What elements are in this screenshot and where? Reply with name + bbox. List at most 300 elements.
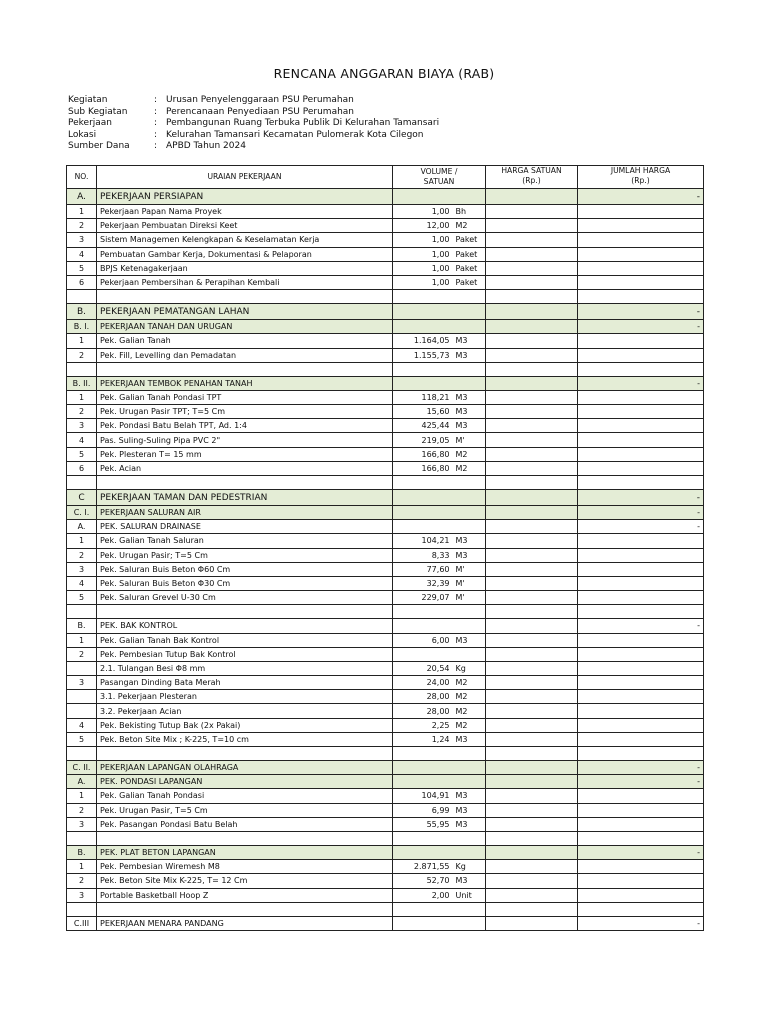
cell-no: 2 bbox=[67, 803, 97, 817]
cell-harga-satuan bbox=[486, 576, 578, 590]
cell-satuan: M3 bbox=[453, 874, 486, 888]
cell-jumlah-harga: - bbox=[578, 775, 704, 789]
cell-harga-satuan bbox=[486, 233, 578, 247]
item-row bbox=[67, 219, 704, 233]
cell-satuan: M2 bbox=[453, 461, 486, 475]
cell-satuan: M2 bbox=[453, 718, 486, 732]
cell-no: A. bbox=[67, 775, 97, 789]
cell-harga-satuan bbox=[486, 831, 578, 845]
subsection-row bbox=[67, 376, 704, 390]
cell-harga-satuan bbox=[486, 405, 578, 419]
cell-no: 2 bbox=[67, 219, 97, 233]
cell-no: 3 bbox=[67, 888, 97, 902]
cell-volume bbox=[393, 747, 453, 761]
header-volume-line1: VOLUME / bbox=[420, 167, 458, 176]
cell-harga-satuan bbox=[486, 789, 578, 803]
cell-satuan: M2 bbox=[453, 704, 486, 718]
item-row bbox=[67, 390, 704, 404]
cell-harga-satuan bbox=[486, 189, 578, 205]
project-info bbox=[68, 95, 439, 153]
cell-no: 1 bbox=[67, 205, 97, 219]
cell-harga-satuan bbox=[486, 690, 578, 704]
cell-volume bbox=[393, 619, 486, 633]
cell-harga-satuan bbox=[486, 916, 578, 930]
cell-uraian: Pasangan Dinding Bata Merah bbox=[97, 676, 393, 690]
cell-no bbox=[67, 290, 97, 304]
cell-harga-satuan bbox=[486, 591, 578, 605]
cell-uraian bbox=[97, 747, 393, 761]
cell-satuan: M3 bbox=[453, 817, 486, 831]
info-sep: : bbox=[154, 95, 158, 105]
info-row-lokasi bbox=[68, 130, 439, 142]
cell-uraian: Pek. Beton Site Mix ; K-225, T=10 cm bbox=[97, 732, 393, 746]
cell-volume: 12,00 bbox=[393, 219, 453, 233]
cell-volume: 1.164,05 bbox=[393, 334, 453, 348]
cell-harga-satuan bbox=[486, 732, 578, 746]
cell-harga-satuan bbox=[486, 247, 578, 261]
cell-jumlah-harga bbox=[578, 433, 704, 447]
cell-jumlah-harga bbox=[578, 219, 704, 233]
cell-no bbox=[67, 747, 97, 761]
header-jumlah-harga bbox=[578, 166, 704, 189]
blank-row bbox=[67, 290, 704, 304]
cell-harga-satuan bbox=[486, 490, 578, 506]
cell-harga-satuan bbox=[486, 534, 578, 548]
info-value: Kelurahan Tamansari Kecamatan Pulomerak Kota Cilegon bbox=[166, 129, 424, 140]
cell-uraian: Pek. Bekisting Tutup Bak (2x Pakai) bbox=[97, 718, 393, 732]
cell-no: 3 bbox=[67, 233, 97, 247]
item-row bbox=[67, 433, 704, 447]
cell-harga-satuan bbox=[486, 860, 578, 874]
cell-satuan: M3 bbox=[453, 548, 486, 562]
cell-no: 1 bbox=[67, 789, 97, 803]
item-row bbox=[67, 676, 704, 690]
cell-uraian: PEK. BAK KONTROL bbox=[97, 619, 393, 633]
cell-volume bbox=[393, 476, 453, 490]
cell-jumlah-harga bbox=[578, 275, 704, 289]
item-row bbox=[67, 447, 704, 461]
item-row bbox=[67, 275, 704, 289]
cell-satuan: M' bbox=[453, 433, 486, 447]
cell-no: 6 bbox=[67, 461, 97, 475]
cell-uraian: Pek. Galian Tanah bbox=[97, 334, 393, 348]
cell-jumlah-harga bbox=[578, 261, 704, 275]
item-row bbox=[67, 576, 704, 590]
cell-jumlah-harga bbox=[578, 633, 704, 647]
cell-no: 4 bbox=[67, 718, 97, 732]
info-sep: : bbox=[154, 118, 158, 129]
cell-jumlah-harga: - bbox=[578, 189, 704, 205]
cell-no: B. I. bbox=[67, 320, 97, 334]
item-row bbox=[67, 732, 704, 746]
info-value: Urusan Penyelenggaraan PSU Perumahan bbox=[166, 95, 354, 105]
cell-satuan: M' bbox=[453, 562, 486, 576]
item-row bbox=[67, 817, 704, 831]
subsection-row bbox=[67, 320, 704, 334]
cell-uraian: Pek. Acian bbox=[97, 461, 393, 475]
cell-harga-satuan bbox=[486, 334, 578, 348]
cell-satuan: M3 bbox=[453, 419, 486, 433]
header-harga-satuan bbox=[486, 166, 578, 189]
cell-volume: 2,00 bbox=[393, 888, 453, 902]
item-row bbox=[67, 247, 704, 261]
cell-uraian: PEKERJAAN MENARA PANDANG bbox=[97, 916, 393, 930]
cell-uraian: PEK. PONDASI LAPANGAN bbox=[97, 775, 393, 789]
cell-harga-satuan bbox=[486, 376, 578, 390]
header-harga-line1: HARGA SATUAN bbox=[501, 166, 562, 175]
subsection-row bbox=[67, 845, 704, 859]
cell-no: B. bbox=[67, 619, 97, 633]
cell-no bbox=[67, 831, 97, 845]
cell-jumlah-harga bbox=[578, 591, 704, 605]
cell-uraian: PEKERJAAN PERSIAPAN bbox=[97, 189, 393, 205]
cell-jumlah-harga: - bbox=[578, 506, 704, 520]
cell-volume: 55,95 bbox=[393, 817, 453, 831]
cell-harga-satuan bbox=[486, 362, 578, 376]
cell-jumlah-harga bbox=[578, 690, 704, 704]
header-volume-line2: SATUAN bbox=[423, 177, 455, 186]
cell-harga-satuan bbox=[486, 888, 578, 902]
cell-uraian: Pek. Pembesian Wiremesh M8 bbox=[97, 860, 393, 874]
item-row bbox=[67, 860, 704, 874]
blank-row bbox=[67, 902, 704, 916]
cell-jumlah-harga bbox=[578, 348, 704, 362]
cell-no bbox=[67, 704, 97, 718]
cell-harga-satuan bbox=[486, 390, 578, 404]
cell-no: A. bbox=[67, 189, 97, 205]
subsection-row bbox=[67, 619, 704, 633]
cell-jumlah-harga: - bbox=[578, 490, 704, 506]
item-row bbox=[67, 704, 704, 718]
cell-no: C. I. bbox=[67, 506, 97, 520]
cell-uraian: Pek. Galian Tanah Saluran bbox=[97, 534, 393, 548]
cell-uraian: PEKERJAAN TAMAN DAN PEDESTRIAN bbox=[97, 490, 393, 506]
cell-no bbox=[67, 902, 97, 916]
cell-jumlah-harga bbox=[578, 247, 704, 261]
cell-jumlah-harga bbox=[578, 789, 704, 803]
cell-jumlah-harga bbox=[578, 747, 704, 761]
cell-satuan: M3 bbox=[453, 803, 486, 817]
header-volume bbox=[393, 166, 486, 189]
cell-jumlah-harga bbox=[578, 233, 704, 247]
cell-uraian: PEKERJAAN PEMATANGAN LAHAN bbox=[97, 304, 393, 320]
cell-uraian bbox=[97, 831, 393, 845]
cell-uraian: Pek. Galian Tanah Pondasi TPT bbox=[97, 390, 393, 404]
cell-harga-satuan bbox=[486, 304, 578, 320]
subsection-row bbox=[67, 916, 704, 930]
cell-uraian: PEKERJAAN LAPANGAN OLAHRAGA bbox=[97, 761, 393, 775]
info-row-sumber-dana bbox=[68, 141, 439, 153]
cell-volume: 425,44 bbox=[393, 419, 453, 433]
cell-volume: 8,33 bbox=[393, 548, 453, 562]
item-row bbox=[67, 334, 704, 348]
cell-satuan: Unit bbox=[453, 888, 486, 902]
cell-satuan: M2 bbox=[453, 676, 486, 690]
cell-no bbox=[67, 476, 97, 490]
cell-no bbox=[67, 661, 97, 675]
cell-satuan: M' bbox=[453, 591, 486, 605]
table-header bbox=[67, 166, 704, 189]
info-key: Sub Kegiatan bbox=[68, 106, 128, 117]
cell-jumlah-harga bbox=[578, 817, 704, 831]
cell-harga-satuan bbox=[486, 761, 578, 775]
item-row bbox=[67, 591, 704, 605]
cell-uraian bbox=[97, 362, 393, 376]
cell-harga-satuan bbox=[486, 845, 578, 859]
cell-jumlah-harga: - bbox=[578, 761, 704, 775]
cell-no: 2 bbox=[67, 874, 97, 888]
cell-no bbox=[67, 690, 97, 704]
item-row bbox=[67, 789, 704, 803]
cell-volume bbox=[393, 189, 486, 205]
section-row bbox=[67, 189, 704, 205]
cell-no: 1 bbox=[67, 334, 97, 348]
item-row bbox=[67, 205, 704, 219]
cell-volume: 1,00 bbox=[393, 247, 453, 261]
cell-jumlah-harga bbox=[578, 534, 704, 548]
subsection-row bbox=[67, 520, 704, 534]
cell-harga-satuan bbox=[486, 902, 578, 916]
cell-volume bbox=[393, 304, 486, 320]
cell-jumlah-harga bbox=[578, 902, 704, 916]
header-jumlah-line1: JUMLAH HARGA bbox=[610, 166, 671, 175]
cell-satuan bbox=[453, 605, 486, 619]
header-uraian: URAIAN PEKERJAAN bbox=[97, 166, 393, 189]
cell-no: 2 bbox=[67, 348, 97, 362]
cell-volume: 28,00 bbox=[393, 704, 453, 718]
cell-jumlah-harga bbox=[578, 447, 704, 461]
item-row bbox=[67, 548, 704, 562]
cell-uraian: Pek. Plesteran T= 15 mm bbox=[97, 447, 393, 461]
cell-no: C bbox=[67, 490, 97, 506]
cell-satuan: M2 bbox=[453, 690, 486, 704]
cell-no: 2 bbox=[67, 548, 97, 562]
cell-volume bbox=[393, 761, 486, 775]
rab-table bbox=[66, 165, 704, 931]
cell-jumlah-harga bbox=[578, 732, 704, 746]
blank-row bbox=[67, 831, 704, 845]
cell-volume: 15,60 bbox=[393, 405, 453, 419]
cell-volume bbox=[393, 831, 453, 845]
cell-no: 5 bbox=[67, 447, 97, 461]
cell-uraian: Pas. Suling-Suling Pipa PVC 2" bbox=[97, 433, 393, 447]
cell-volume: 219,05 bbox=[393, 433, 453, 447]
cell-harga-satuan bbox=[486, 704, 578, 718]
cell-no bbox=[67, 362, 97, 376]
document-title: RENCANA ANGGARAN BIAYA (RAB) bbox=[273, 66, 495, 81]
cell-uraian bbox=[97, 290, 393, 304]
cell-jumlah-harga bbox=[578, 676, 704, 690]
cell-jumlah-harga bbox=[578, 362, 704, 376]
cell-uraian: Pek. Saluran Buis Beton Φ60 Cm bbox=[97, 562, 393, 576]
cell-volume bbox=[393, 320, 486, 334]
cell-uraian: Pek. Saluran Grevel U-30 Cm bbox=[97, 591, 393, 605]
cell-volume: 2,25 bbox=[393, 718, 453, 732]
cell-uraian: Sistem Managemen Kelengkapan & Keselamatan Kerja bbox=[97, 233, 393, 247]
cell-volume bbox=[393, 902, 453, 916]
cell-satuan: M3 bbox=[453, 334, 486, 348]
cell-satuan: M3 bbox=[453, 789, 486, 803]
cell-satuan: M3 bbox=[453, 534, 486, 548]
cell-harga-satuan bbox=[486, 433, 578, 447]
cell-volume: 52,70 bbox=[393, 874, 453, 888]
cell-jumlah-harga bbox=[578, 661, 704, 675]
cell-harga-satuan bbox=[486, 661, 578, 675]
item-row bbox=[67, 718, 704, 732]
cell-jumlah-harga: - bbox=[578, 376, 704, 390]
cell-volume: 104,21 bbox=[393, 534, 453, 548]
cell-jumlah-harga bbox=[578, 718, 704, 732]
cell-harga-satuan bbox=[486, 261, 578, 275]
cell-volume: 6,00 bbox=[393, 633, 453, 647]
cell-harga-satuan bbox=[486, 817, 578, 831]
cell-harga-satuan bbox=[486, 874, 578, 888]
cell-jumlah-harga bbox=[578, 860, 704, 874]
cell-jumlah-harga bbox=[578, 831, 704, 845]
cell-jumlah-harga: - bbox=[578, 304, 704, 320]
item-row bbox=[67, 633, 704, 647]
info-row-pekerjaan bbox=[68, 118, 439, 130]
cell-uraian: Portable Basketball Hoop Z bbox=[97, 888, 393, 902]
cell-volume: 118,21 bbox=[393, 390, 453, 404]
cell-satuan: Kg bbox=[453, 661, 486, 675]
info-sep: : bbox=[154, 106, 158, 117]
cell-jumlah-harga: - bbox=[578, 619, 704, 633]
item-row bbox=[67, 233, 704, 247]
cell-uraian: Pek. Urugan Pasir; T=5 Cm bbox=[97, 548, 393, 562]
cell-harga-satuan bbox=[486, 419, 578, 433]
item-row bbox=[67, 874, 704, 888]
cell-harga-satuan bbox=[486, 676, 578, 690]
cell-jumlah-harga: - bbox=[578, 320, 704, 334]
cell-no: 3 bbox=[67, 419, 97, 433]
item-row bbox=[67, 261, 704, 275]
cell-uraian: Pek. Fill, Levelling dan Pemadatan bbox=[97, 348, 393, 362]
cell-jumlah-harga bbox=[578, 461, 704, 475]
cell-no: 1 bbox=[67, 390, 97, 404]
cell-uraian: Pek. Pembesian Tutup Bak Kontrol bbox=[97, 647, 393, 661]
cell-satuan: M3 bbox=[453, 405, 486, 419]
cell-jumlah-harga: - bbox=[578, 520, 704, 534]
cell-satuan: M3 bbox=[453, 348, 486, 362]
cell-jumlah-harga bbox=[578, 205, 704, 219]
cell-uraian: Pek. Galian Tanah Bak Kontrol bbox=[97, 633, 393, 647]
cell-no: 5 bbox=[67, 591, 97, 605]
info-value: APBD Tahun 2024 bbox=[166, 141, 246, 152]
header-harga-line2: (Rp.) bbox=[522, 176, 541, 185]
cell-volume: 2.871,55 bbox=[393, 860, 453, 874]
cell-jumlah-harga bbox=[578, 334, 704, 348]
info-sep: : bbox=[154, 129, 158, 140]
item-row bbox=[67, 562, 704, 576]
cell-jumlah-harga: - bbox=[578, 845, 704, 859]
cell-volume: 229,07 bbox=[393, 591, 453, 605]
cell-uraian: 2.1. Tulangan Besi Φ8 mm bbox=[97, 661, 393, 675]
cell-satuan bbox=[453, 747, 486, 761]
cell-uraian: PEK. PLAT BETON LAPANGAN bbox=[97, 845, 393, 859]
info-sep: : bbox=[154, 141, 158, 152]
cell-volume: 1,00 bbox=[393, 261, 453, 275]
cell-volume: 28,00 bbox=[393, 690, 453, 704]
cell-volume: 1,00 bbox=[393, 233, 453, 247]
cell-harga-satuan bbox=[486, 775, 578, 789]
cell-volume: 166,80 bbox=[393, 461, 453, 475]
item-row bbox=[67, 661, 704, 675]
cell-harga-satuan bbox=[486, 633, 578, 647]
cell-no: 3 bbox=[67, 562, 97, 576]
cell-jumlah-harga bbox=[578, 476, 704, 490]
item-row bbox=[67, 405, 704, 419]
cell-uraian: Pek. Galian Tanah Pondasi bbox=[97, 789, 393, 803]
cell-volume bbox=[393, 290, 453, 304]
cell-harga-satuan bbox=[486, 275, 578, 289]
cell-uraian: Pekerjaan Pembersihan & Perapihan Kembali bbox=[97, 275, 393, 289]
subsection-row bbox=[67, 761, 704, 775]
cell-no: 6 bbox=[67, 275, 97, 289]
cell-volume: 1,00 bbox=[393, 275, 453, 289]
item-row bbox=[67, 803, 704, 817]
cell-uraian: Pek. Urugan Pasir, T=5 Cm bbox=[97, 803, 393, 817]
cell-uraian: Pekerjaan Pembuatan Direksi Keet bbox=[97, 219, 393, 233]
section-row bbox=[67, 304, 704, 320]
cell-uraian bbox=[97, 902, 393, 916]
info-row-sub-kegiatan bbox=[68, 107, 439, 119]
cell-volume bbox=[393, 362, 453, 376]
cell-jumlah-harga bbox=[578, 704, 704, 718]
cell-uraian: 3.2. Pekerjaan Acian bbox=[97, 704, 393, 718]
info-key: Pekerjaan bbox=[68, 118, 113, 129]
cell-jumlah-harga: - bbox=[578, 916, 704, 930]
header-jumlah-line2: (Rp.) bbox=[631, 176, 650, 185]
cell-satuan: Bh bbox=[453, 205, 486, 219]
cell-harga-satuan bbox=[486, 803, 578, 817]
subsection-row bbox=[67, 775, 704, 789]
cell-volume: 1,24 bbox=[393, 732, 453, 746]
info-key: Lokasi bbox=[68, 129, 97, 140]
cell-volume: 32,39 bbox=[393, 576, 453, 590]
cell-harga-satuan bbox=[486, 605, 578, 619]
cell-satuan bbox=[453, 476, 486, 490]
cell-uraian: Pekerjaan Papan Nama Proyek bbox=[97, 205, 393, 219]
cell-uraian: Pek. Saluran Buis Beton Φ30 Cm bbox=[97, 576, 393, 590]
cell-harga-satuan bbox=[486, 290, 578, 304]
cell-volume bbox=[393, 647, 453, 661]
cell-volume bbox=[393, 775, 486, 789]
item-row bbox=[67, 419, 704, 433]
cell-satuan: Paket bbox=[453, 233, 486, 247]
cell-uraian: Pek. Pasangan Pondasi Batu Belah bbox=[97, 817, 393, 831]
blank-row bbox=[67, 605, 704, 619]
info-key: Kegiatan bbox=[68, 95, 108, 105]
cell-uraian: Pek. Beton Site Mix K-225, T= 12 Cm bbox=[97, 874, 393, 888]
cell-volume bbox=[393, 605, 453, 619]
cell-volume bbox=[393, 916, 486, 930]
item-row bbox=[67, 348, 704, 362]
cell-no: 4 bbox=[67, 247, 97, 261]
cell-uraian: 3.1. Pekerjaan Plesteran bbox=[97, 690, 393, 704]
cell-no: 3 bbox=[67, 817, 97, 831]
cell-jumlah-harga bbox=[578, 548, 704, 562]
cell-satuan bbox=[453, 831, 486, 845]
cell-harga-satuan bbox=[486, 320, 578, 334]
cell-volume: 20,54 bbox=[393, 661, 453, 675]
info-row-kegiatan bbox=[68, 95, 439, 107]
blank-row bbox=[67, 476, 704, 490]
cell-jumlah-harga bbox=[578, 419, 704, 433]
blank-row bbox=[67, 747, 704, 761]
cell-harga-satuan bbox=[486, 506, 578, 520]
cell-satuan: M3 bbox=[453, 633, 486, 647]
